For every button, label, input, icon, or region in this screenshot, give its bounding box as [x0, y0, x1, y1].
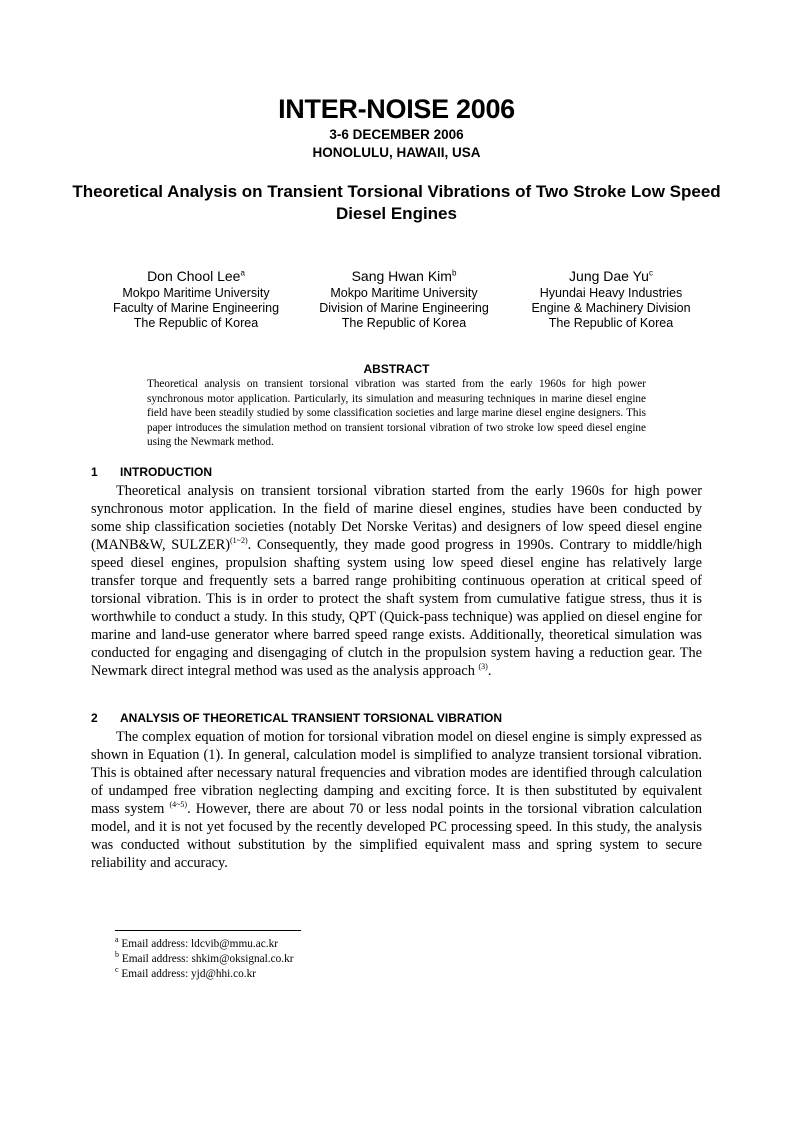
conference-title: INTER-NOISE 2006: [278, 94, 515, 124]
author-mark: b: [451, 268, 457, 278]
citation: (1~2): [230, 536, 248, 546]
author-name: Jung Dae Yu$^c$: [569, 268, 653, 284]
author-department: Division of Marine Engineering: [319, 301, 489, 315]
footnote: [115, 937, 294, 952]
citation: (4~5): [169, 800, 188, 810]
paper-title: Theoretical Analysis on Transient Torsional Vibrations of Two Stroke Low Speed Diesel Engines: [72, 182, 721, 223]
citation: (3): [478, 662, 488, 672]
section-body-analysis: [91, 728, 702, 872]
author-department: Engine & Machinery Division: [531, 301, 691, 315]
author-name: Don Chool Lee$^a$: [147, 268, 245, 284]
author-name: Sang Hwan Kim$^b$: [351, 268, 457, 284]
author-affiliation: Hyundai Heavy Industries: [539, 286, 683, 300]
body-text: . However, there are about 70 or less nodal points in the torsional vibration calculation model, and it is not yet focused by the recently developed PC processing speed. In this study, the analysis was conducted without substitution by the simplified equivalent mass and spring system to secure reliability and accuracy.: [91, 801, 702, 872]
footnotes: [115, 937, 294, 982]
section-number: 1: [91, 465, 98, 479]
body-text: The complex equation of motion for torsional vibration model on diesel engine is simply expressed as shown in Equation (1). In general, calculation model is simplified to analyze transient torsional vibration. This is obtained after necessary natural frequencies and vibration modes are identified through calculation of undamped free vibration neglecting damping and exciting force. It is then substituted by equivalent mass system: [91, 729, 702, 818]
footnote: [115, 967, 294, 982]
conference-location: HONOLULU, HAWAII, USA: [312, 145, 481, 160]
section-title: INTRODUCTION: [120, 465, 212, 479]
footnote-mark: a: [115, 935, 119, 945]
footnote-text: Email address: ldcvib@mmu.ac.kr: [121, 938, 278, 950]
abstract-text: Theoretical analysis on transient torsional vibration was started from the early 1960s for high power synchronous motor application. Particularly, its simulation and measuring techniques in marine diesel engine field have been steadily studied by some classification societies and large marine diesel engine designers. This paper introduces the simulation method on transient torsional vibration of two stroke low speed diesel engine using the Newmark method.: [147, 378, 646, 449]
author-block-1: [96, 267, 296, 331]
footnote-mark: c: [115, 965, 119, 975]
author-mark: a: [240, 268, 245, 278]
section-heading-analysis: [91, 711, 502, 725]
footnote-mark: b: [115, 950, 119, 960]
author-department: Faculty of Marine Engineering: [112, 301, 280, 315]
body-text: Theoretical analysis on transient torsional vibration started from the early 1960s for high power synchronous motor application. In the field of marine diesel engines, studies have been conducted by some ship classification societies (notably Det Norske Veritas) and designers of low speed diesel engine (MANB&W, SULZER): [91, 483, 702, 554]
section-body-introduction: [91, 482, 702, 681]
footnote-divider: [115, 930, 301, 931]
conference-dates: 3-6 DECEMBER 2006: [329, 127, 464, 142]
section-title: ANALYSIS OF THEORETICAL TRANSIENT TORSIONAL VIBRATION: [120, 711, 503, 725]
footnote-text: Email address: yjd@hhi.co.kr: [121, 968, 257, 980]
author-country: The Republic of Korea: [341, 316, 467, 330]
section-heading-introduction: [91, 465, 212, 479]
body-text: .: [487, 663, 492, 680]
abstract-heading: ABSTRACT: [363, 362, 430, 376]
author-country: The Republic of Korea: [133, 316, 259, 330]
author-country: The Republic of Korea: [548, 316, 674, 330]
author-block-2: [303, 267, 505, 331]
body-text: . Consequently, they made good progress in 1990s. Contrary to middle/high speed diesel engines, propulsion shafting system using low speed diesel engine has relatively large transfer torque and frequently sets a barred range prohibiting continuous operation at critical speed of torsional vibration. This is in order to protect the shaft system from cumulative fatigue stress, thus it is worthwhile to conduct a study. In this study, QPT (Quick-pass technique) was applied on diesel engine for marine and land-use generator where barred speed range exists. Additionally, theoretical simulation was conducted for engaging and disengaging of clutch in the propulsion system having a reduction gear. The Newmark direct integral method was used as the analysis approach: [91, 537, 702, 680]
author-affiliation: Mokpo Maritime University: [330, 286, 478, 300]
author-mark: c: [648, 268, 653, 278]
author-block-3: [516, 267, 706, 331]
author-affiliation: Mokpo Maritime University: [122, 286, 270, 300]
section-number: 2: [91, 711, 98, 725]
footnote-text: Email address: shkim@oksignal.co.kr: [121, 953, 294, 965]
footnote: [115, 952, 294, 967]
